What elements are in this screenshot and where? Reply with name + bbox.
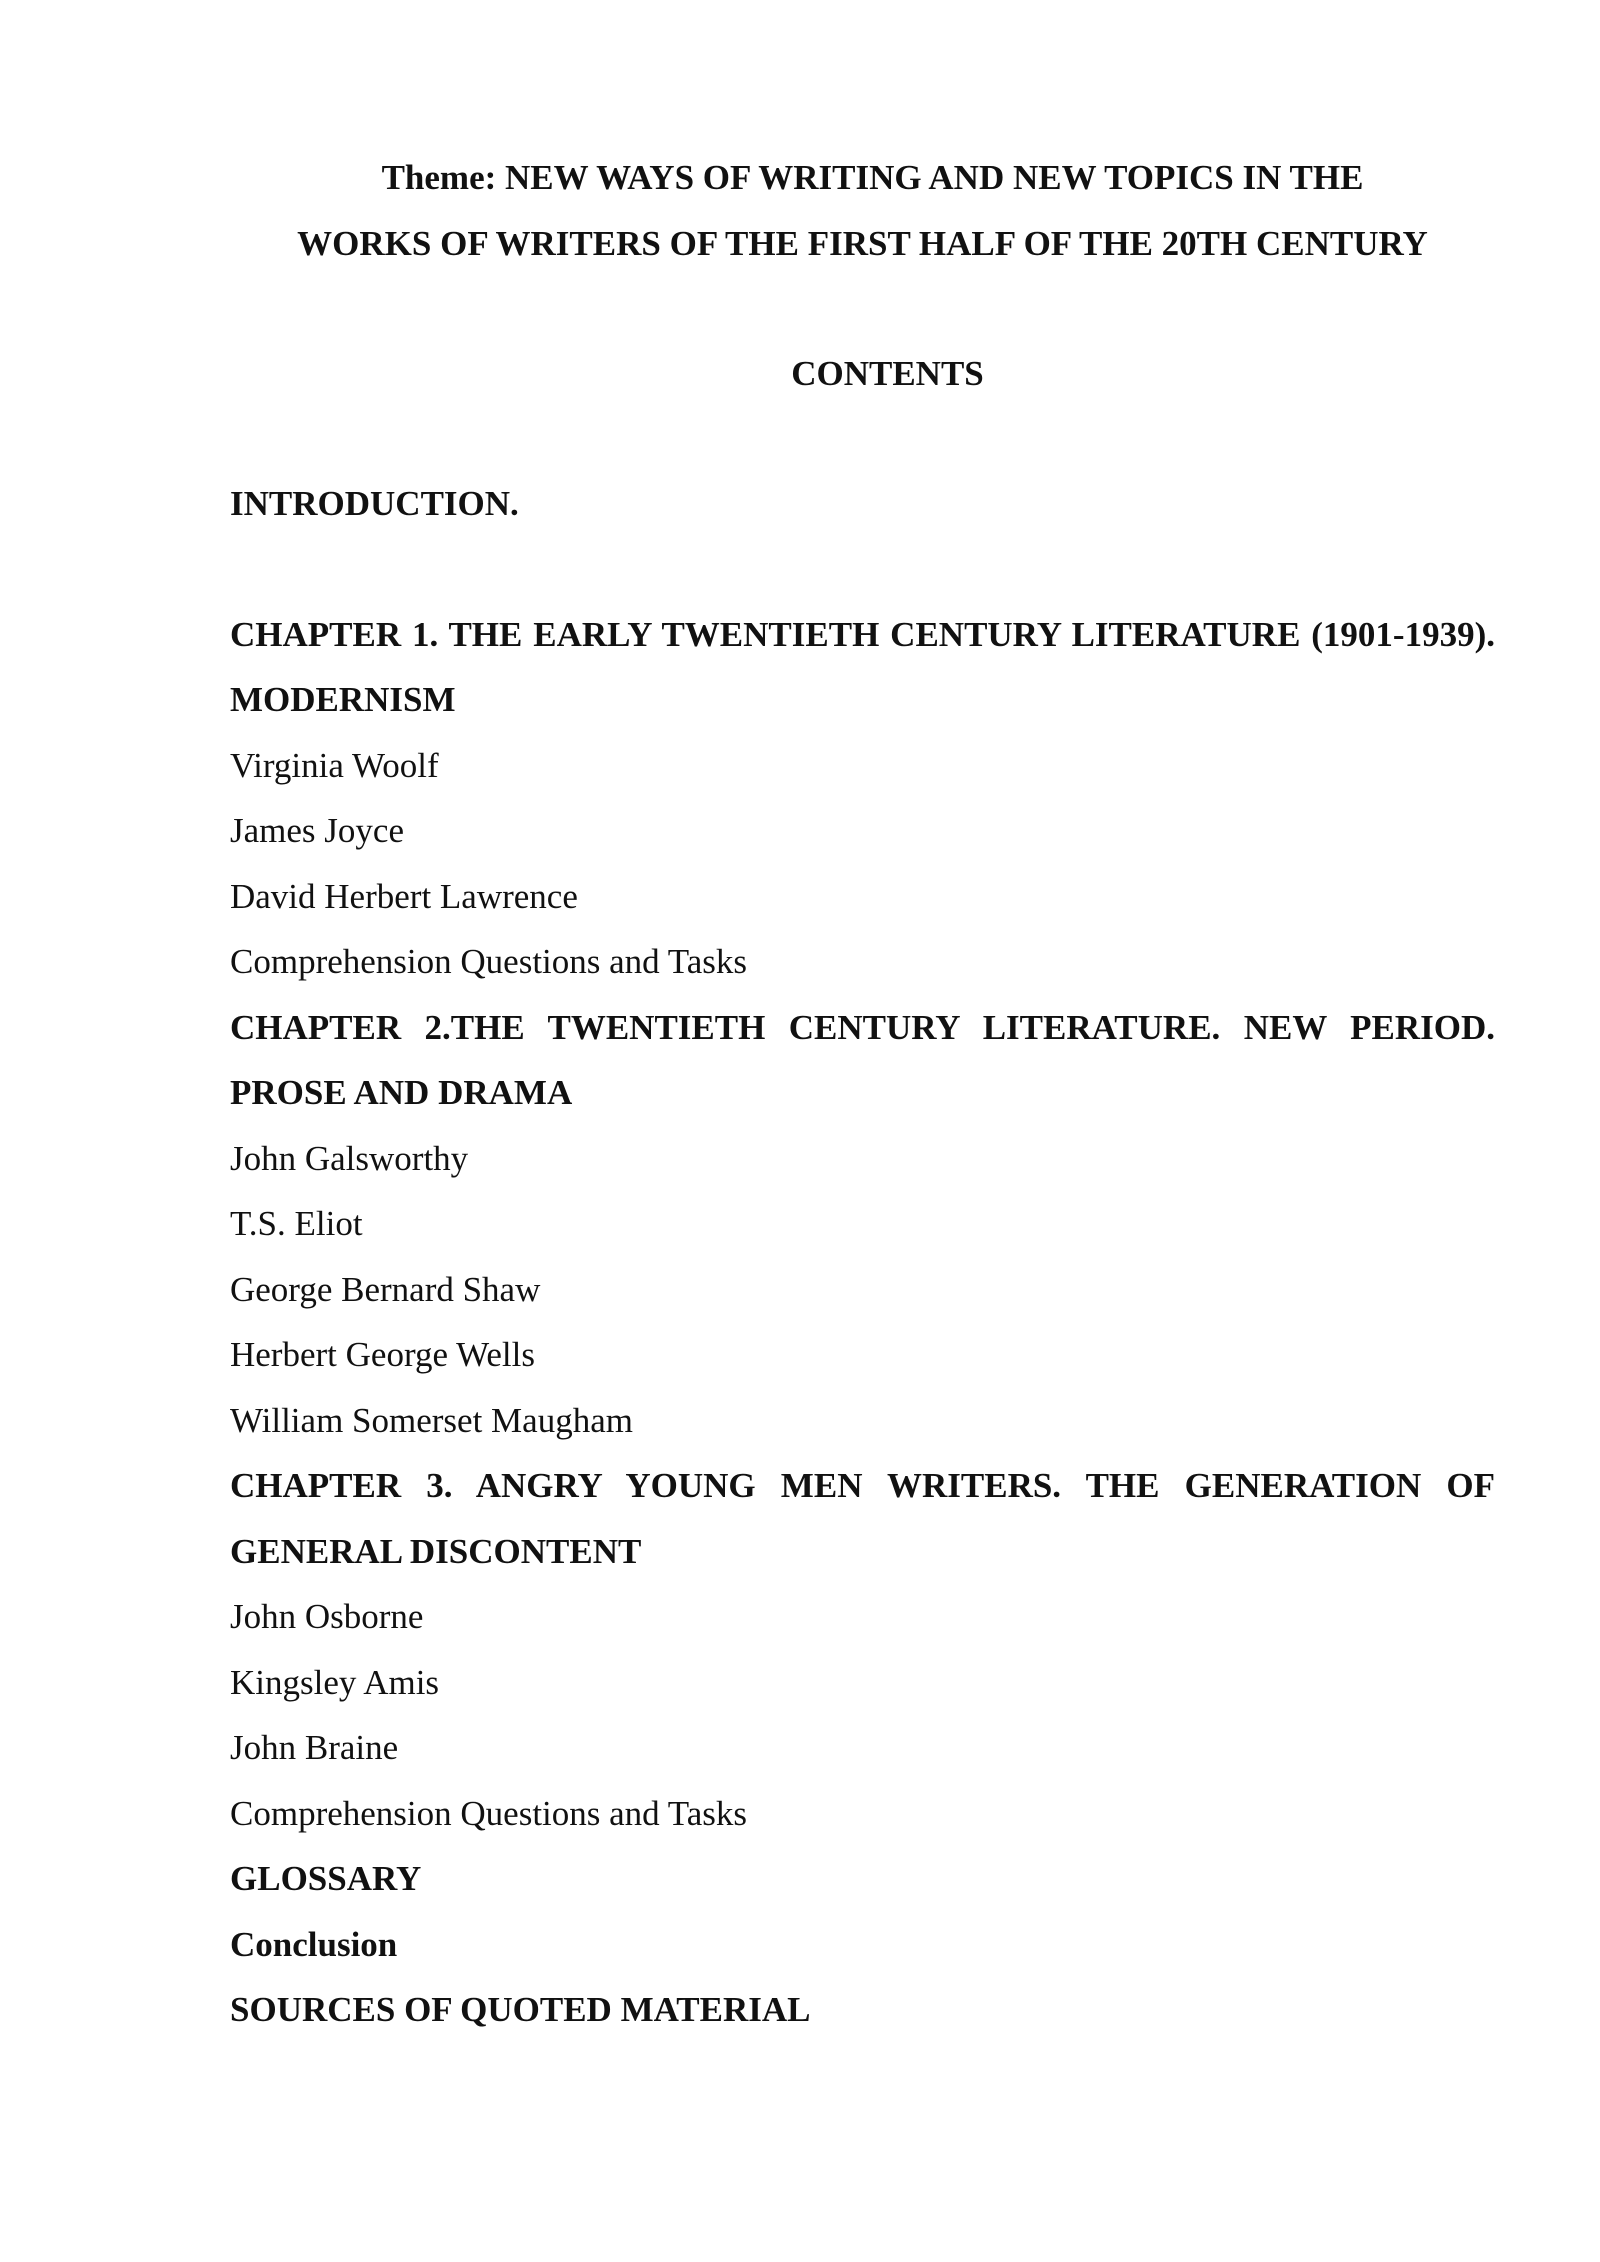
toc-sources: SOURCES OF QUOTED MATERIAL xyxy=(230,1990,811,2029)
toc-chapter-2: CHAPTER 2.THE TWENTIETH CENTURY LITERATURE. NEW PERIOD. PROSE AND DRAMA xyxy=(230,1007,1495,1112)
theme-heading xyxy=(230,145,1495,277)
toc-conclusion: Conclusion xyxy=(230,1924,398,1964)
toc-item: Virginia Woolf xyxy=(230,745,439,785)
toc-item: Comprehension Questions and Tasks xyxy=(230,942,748,981)
toc-introduction: INTRODUCTION. xyxy=(230,484,519,523)
toc-item: John Osborne xyxy=(230,1597,424,1636)
toc-item: Herbert George Wells xyxy=(230,1335,535,1374)
toc-item: William Somerset Maugham xyxy=(230,1400,633,1440)
spacer xyxy=(230,537,1495,602)
toc-item: Comprehension Questions and Tasks xyxy=(230,1793,748,1833)
theme-line-1: Theme: NEW WAYS OF WRITING AND NEW TOPICS IN THE xyxy=(381,158,1364,197)
document-page xyxy=(230,145,1495,2043)
toc-item: T.S. Eliot xyxy=(230,1204,363,1243)
toc-item: George Bernard Shaw xyxy=(230,1269,541,1309)
toc-chapter-1: CHAPTER 1. THE EARLY TWENTIETH CENTURY LITERATURE (1901-1939). MODERNISM xyxy=(230,614,1495,719)
theme-line-2: WORKS OF WRITERS OF THE FIRST HALF OF THE 20TH CENTURY xyxy=(297,224,1428,263)
table-of-contents xyxy=(230,471,1495,2043)
toc-item: David Herbert Lawrence xyxy=(230,876,578,916)
toc-item: James Joyce xyxy=(230,811,404,850)
toc-item: John Galsworthy xyxy=(230,1138,469,1178)
toc-item: John Braine xyxy=(230,1728,399,1767)
toc-glossary: GLOSSARY xyxy=(230,1859,422,1898)
contents-title: CONTENTS xyxy=(791,354,984,393)
toc-chapter-3: CHAPTER 3. ANGRY YOUNG MEN WRITERS. THE GENERATION OF GENERAL DISCONTENT xyxy=(230,1466,1495,1571)
toc-item: Kingsley Amis xyxy=(230,1662,440,1702)
